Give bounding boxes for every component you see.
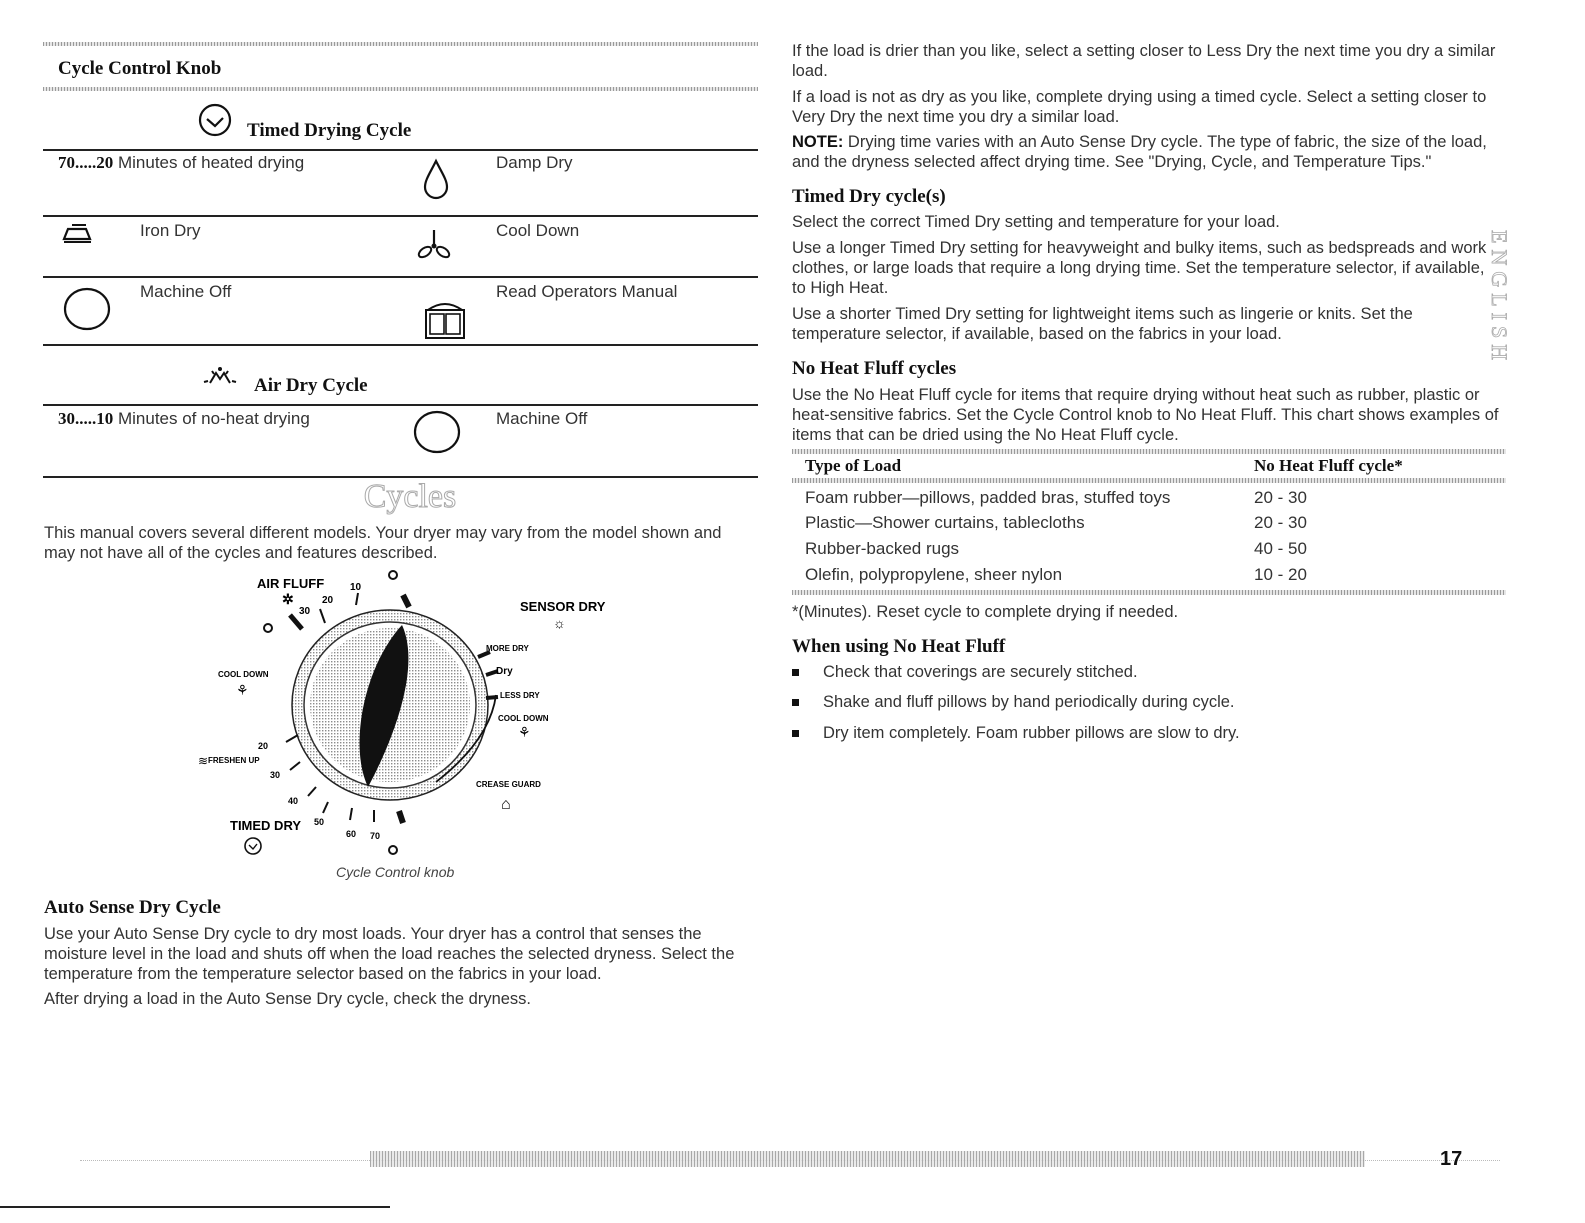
dial-mark	[323, 802, 328, 813]
dial-sensor-icon: ☼	[553, 615, 566, 631]
dial-t50: 50	[314, 817, 325, 827]
dial-t40: 40	[288, 796, 299, 806]
off-dot	[264, 624, 272, 632]
table-row	[805, 565, 1495, 585]
cycle-control-dial	[190, 565, 630, 870]
cycles-heading: Cycles	[363, 478, 457, 515]
air-machine-off-label: Machine Off	[496, 409, 588, 428]
bullet-item	[792, 662, 1138, 682]
using-no-heat-heading: When using No Heat Fluff	[792, 636, 1006, 657]
air-row-left	[58, 409, 310, 429]
top-hatch-rule	[43, 42, 758, 46]
english-side-tab: ENGLISH	[1487, 230, 1512, 367]
table-cell-time: 10 - 20	[1254, 565, 1307, 584]
timed-drying-title: Timed Drying Cycle	[247, 120, 412, 141]
air-dry-icon	[200, 365, 240, 387]
cool-down-label: Cool Down	[496, 221, 580, 240]
air-range-bold: 30.....10	[58, 409, 114, 428]
dial-less-dry: LESS DRY	[500, 691, 540, 700]
note-text: Drying time varies with an Auto Sense Dry cycle. The type of fabric, the size of the load, and the dryness selected affect drying time. See "Drying, Cycle, and Temperature Tips."	[792, 133, 1487, 171]
air-dry-title: Air Dry Cycle	[254, 375, 368, 396]
auto-sense-heading: Auto Sense Dry Cycle	[44, 897, 221, 918]
table-bottom-rule	[792, 590, 1506, 595]
knob-title: Cycle Control Knob	[58, 58, 222, 79]
air-title-rule	[43, 404, 758, 406]
dial-timed-icon-check	[249, 844, 257, 849]
dial-mark	[286, 735, 298, 742]
air-range-text: Minutes of no-heat drying	[117, 409, 310, 428]
machine-off-icon	[62, 287, 112, 331]
timed-dry-p3: Use a shorter Timed Dry setting for lightweight items such as lingerie or knits. Set the temperature selector, if available, based on the fabrics in your load.	[792, 305, 1413, 343]
dial-t70: 70	[370, 831, 381, 841]
dial-more-dry: MORE DRY	[486, 644, 529, 653]
dial-caption: Cycle Control knob	[336, 864, 455, 880]
bullet-item	[792, 723, 1240, 743]
dial-n10: 10	[350, 582, 362, 593]
dial-mark	[350, 808, 352, 820]
auto-sense-p1: Use your Auto Sense Dry cycle to dry most loads. Your dryer has a control that senses the moisture level in the load and shuts off when the load reaches the selected dryness. Select the temperature from the temperature selector based on the fabrics in your load.	[44, 925, 735, 983]
dial-crease-icon: ⌂	[501, 796, 511, 813]
table-row	[805, 539, 1495, 559]
timed-row-1-left	[58, 153, 304, 173]
dial-n20: 20	[322, 595, 334, 606]
bullet-item	[792, 692, 1235, 712]
right-p1: If the load is drier than you like, select a setting closer to Less Dry the next time you dry a similar load.	[792, 42, 1496, 80]
dial-freshen-icon: ≋	[198, 754, 209, 768]
dial-mark	[356, 593, 358, 605]
auto-sense-p2: After drying a load in the Auto Sense Dry cycle, check the dryness.	[44, 990, 531, 1008]
off-dot	[389, 846, 397, 854]
read-manual-label: Read Operators Manual	[496, 282, 678, 301]
timed-range-text: Minutes of heated drying	[117, 153, 305, 172]
cycles-intro: This manual covers several different models. Your dryer may vary from the model shown and may not have all of the cycles and features described.	[44, 524, 722, 562]
bullet-square	[792, 669, 799, 676]
dial-mark	[403, 595, 409, 607]
table-col1-header: Type of Load	[805, 456, 902, 475]
bullet-text: Check that coverings are securely stitched.	[823, 663, 1138, 681]
right-p2: If a load is not as dry as you like, complete drying using a timed cycle. Select a setting closer to Very Dry the next time you dry a similar load.	[792, 88, 1487, 126]
dial-n30: 30	[299, 606, 311, 617]
dial-t30: 30	[270, 770, 281, 780]
damp-dry-label: Damp Dry	[496, 153, 573, 172]
timed-title-rule	[43, 149, 758, 151]
table-cell-time: 20 - 30	[1254, 513, 1307, 532]
timed-dry-icon	[197, 102, 233, 138]
table-cell-load: Foam rubber—pillows, padded bras, stuffed toys	[805, 488, 1171, 507]
dial-mark	[399, 811, 403, 823]
table-top-rule	[792, 449, 1506, 454]
dial-cool-down-right: COOL DOWN	[498, 714, 549, 723]
dial-dry: Dry	[496, 666, 513, 677]
table-cell-load: Rubber-backed rugs	[805, 539, 960, 558]
timed-dry-p1: Select the correct Timed Dry setting and temperature for your load.	[792, 213, 1280, 231]
dial-cool-icon-right: ⚘	[518, 724, 531, 740]
dial-mark	[308, 787, 316, 796]
machine-off-icon-air	[412, 410, 462, 454]
dial-air-fluff: AIR FLUFF	[257, 576, 325, 591]
row-3-rule	[43, 344, 758, 346]
no-heat-p: Use the No Heat Fluff cycle for items that require drying without heat such as rubber, plastic or heat-sensitive fabrics. Set the Cycle Control knob to No Heat Fluff. This chart shows examples of items that can be dried using the No Heat Fluff cycle.	[792, 386, 1499, 444]
dial-t60: 60	[346, 829, 357, 839]
table-footnote: *(Minutes). Reset cycle to complete drying if needed.	[792, 603, 1179, 621]
table-cell-load: Plastic—Shower curtains, tablecloths	[805, 513, 1085, 532]
table-col2-header: No Heat Fluff cycle*	[1254, 456, 1403, 475]
dial-mark	[486, 697, 498, 698]
off-dot	[389, 571, 397, 579]
table-cell-time: 20 - 30	[1254, 488, 1307, 507]
table-header-rule	[792, 478, 1506, 483]
dial-mark	[290, 615, 302, 629]
dial-timed-icon	[245, 838, 261, 854]
table-row	[805, 513, 1495, 533]
timed-range-bold: 70.....20	[58, 153, 114, 172]
timed-dry-p2: Use a longer Timed Dry setting for heavyweight and bulky items, such as bedspreads and work clothes, or large loads that require a long drying time. Set the temperature selector, if available, to High Heat.	[792, 239, 1487, 297]
dial-mark	[290, 762, 300, 770]
dial-t20: 20	[258, 741, 269, 751]
dial-timed-dry: TIMED DRY	[230, 818, 302, 833]
cool-down-icon	[416, 228, 452, 260]
dial-crease-guard: CREASE GUARD	[476, 780, 541, 789]
bullet-text: Shake and fluff pillows by hand periodically during cycle.	[823, 693, 1235, 711]
read-manual-icon	[422, 296, 468, 342]
knob-title-rule	[43, 87, 758, 91]
note-label: NOTE:	[792, 133, 844, 151]
row-2-rule	[43, 276, 758, 278]
bullet-square	[792, 699, 799, 706]
timed-dry-heading: Timed Dry cycle(s)	[792, 186, 946, 207]
row-1-rule	[43, 215, 758, 217]
dial-mark	[320, 609, 325, 623]
bullet-square	[792, 730, 799, 737]
page-number: 17	[1440, 1148, 1463, 1170]
table-row	[805, 488, 1495, 508]
dial-cool-icon-left: ⚘	[236, 682, 249, 698]
iron-dry-icon	[60, 222, 96, 244]
iron-dry-label: Iron Dry	[140, 221, 201, 240]
dial-air-fluff-icon: ✲	[282, 591, 294, 607]
table-cell-load: Olefin, polypropylene, sheer nylon	[805, 565, 1063, 584]
table-cell-time: 40 - 50	[1254, 539, 1307, 558]
no-heat-heading: No Heat Fluff cycles	[792, 358, 957, 379]
footer-hatch-band	[370, 1151, 1365, 1167]
bullet-text: Dry item completely. Foam rubber pillows are slow to dry.	[823, 724, 1240, 742]
machine-off-label: Machine Off	[140, 282, 232, 301]
dial-freshen-up: FRESHEN UP	[208, 756, 260, 765]
bottom-edge-rule	[0, 1206, 390, 1208]
dial-cool-down-left: COOL DOWN	[218, 670, 269, 679]
note-paragraph	[792, 132, 1508, 172]
damp-dry-icon	[421, 158, 451, 200]
dial-sensor-dry: SENSOR DRY	[520, 599, 606, 614]
